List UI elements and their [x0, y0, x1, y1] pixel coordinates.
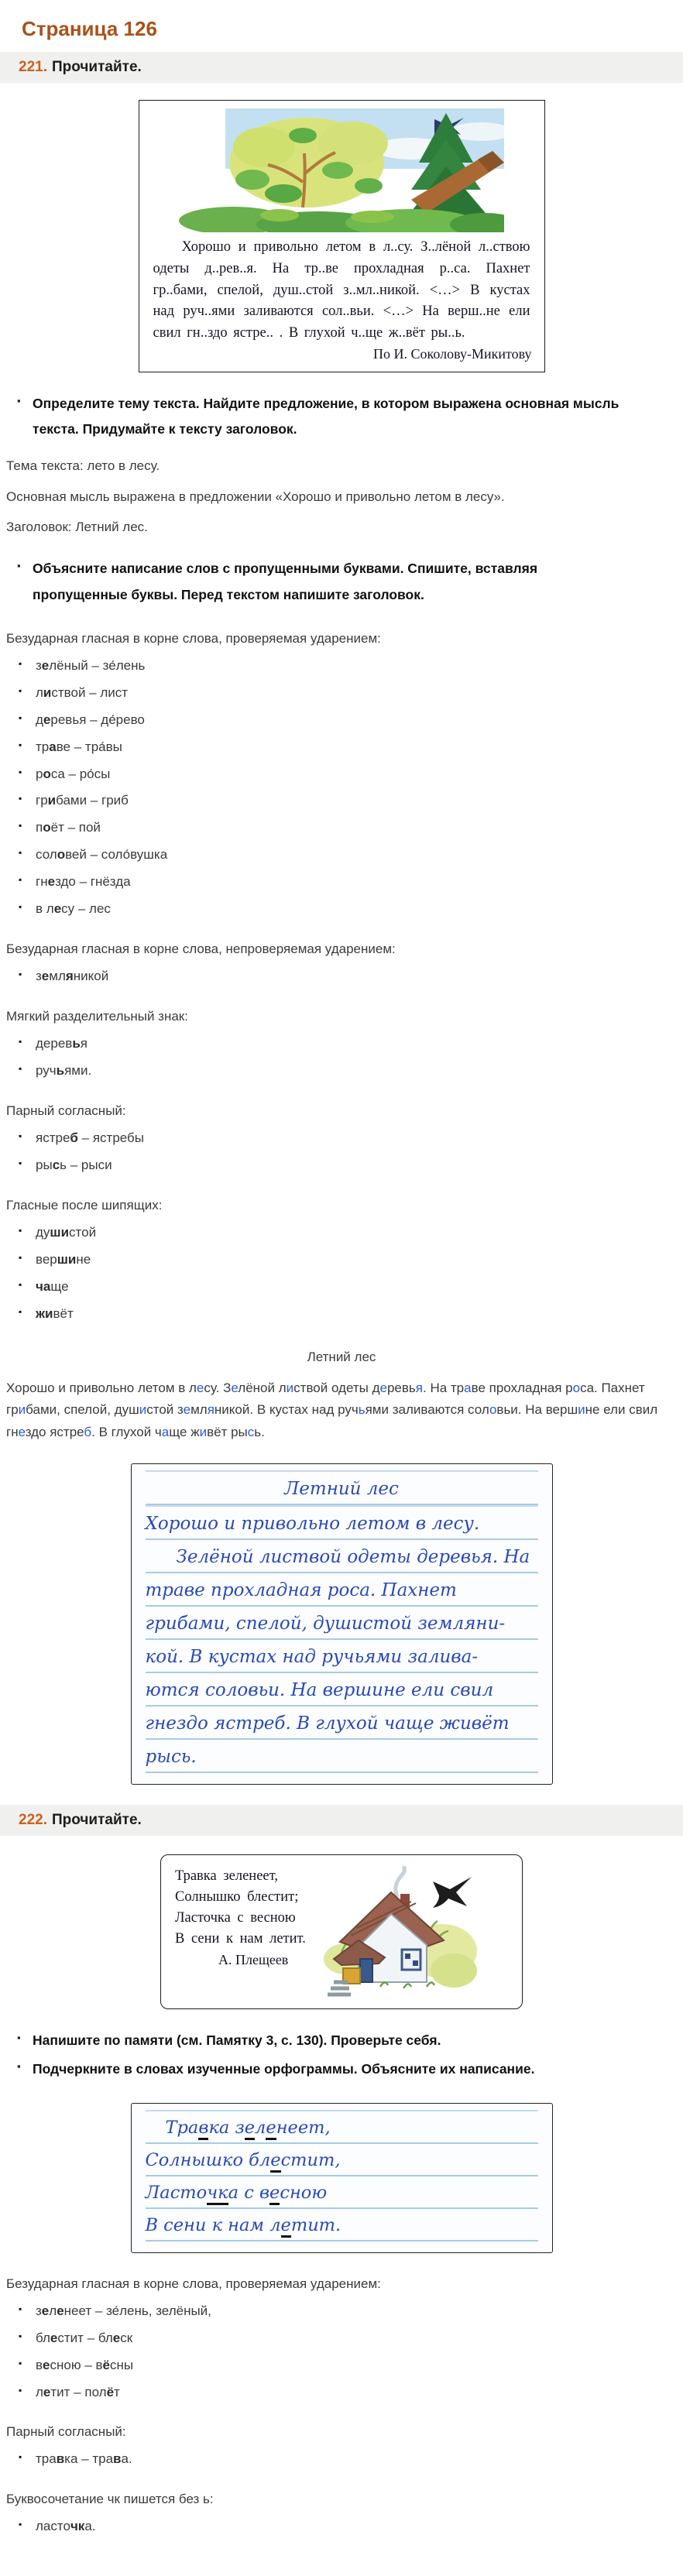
word-list-item: ▪ травка – трава. [19, 2451, 683, 2468]
exercise-header-221 [0, 52, 683, 83]
task-list-222 [17, 2028, 621, 2083]
copybook-line: гнездо ястреб. В глухой чаще живёт [146, 1706, 538, 1740]
word-list-item: ▪ земляникой [19, 968, 683, 986]
swallow-icon [433, 1877, 472, 1908]
word-list-item: ▪ соловей – соло́вушка [19, 846, 683, 864]
poem-line: Травка зеленеет, [175, 1868, 278, 1885]
poem-line: В сени к нам летит. [175, 1930, 306, 1947]
word-list-item: ▪ деревья – де́рево [19, 712, 683, 729]
poem-block [175, 1866, 306, 1968]
word-list-item: ▪ живёт [19, 1305, 683, 1323]
section-heading-proven-222: Безударная гласная в корне слова, проверяемая ударением: [6, 2276, 381, 2291]
page-title: Страница 126 [22, 17, 157, 40]
copybook-line: В сени к нам летит. [146, 2209, 538, 2242]
copybook-line: Хорошо и привольно летом в лесу. [146, 1505, 538, 1540]
exercise-number: 221. [19, 59, 47, 75]
word-list-item: ▪ роса – ро́сы [19, 766, 683, 784]
task-list-221-1 [17, 391, 621, 443]
copybook-line: кой. В кустах над ручьями залива- [146, 1640, 538, 1673]
word-list-proven [19, 657, 683, 918]
copybook-221 [131, 1463, 553, 1785]
section-heading-sibilant: Гласные после шипящих: [6, 1197, 163, 1213]
exercise-instruction: Прочитайте. [51, 1812, 142, 1829]
retell-paragraph: Хорошо и привольно летом в лесу. Зелёной листвой одеты деревья. На траве прохладная роса. Пахнет грибами, спелой, душистой земляникой. В кустах над ручьями заливаются соловьи. На вершине ели свил гнездо ястреб. В глухой чаще живёт рысь. [6, 1380, 658, 1439]
word-list-item: ▪ весною – вёсны [19, 2357, 683, 2375]
section-heading-chk: Буквосочетание чк пишется без ь: [6, 2492, 214, 2507]
book-attribution: По И. Соколову-Микитову [373, 345, 532, 362]
task-item: ▪ Подчеркните в словах изученные орфограммы. Объясните их написание. [17, 2056, 621, 2082]
answers-block [6, 456, 683, 537]
deciduous-tree [229, 118, 388, 208]
word-list-item: ▪ грибами – гриб [19, 792, 683, 810]
section-heading-proven: Безударная гласная в корне слова, проверяемая ударением: [6, 630, 381, 646]
retell-title: Летний лес [307, 1349, 376, 1364]
copybook-title: Летний лес [146, 1470, 538, 1505]
task-item: ▪ Определите тему текста. Найдите предложение, в котором выражена основная мысль текста. Придумайте к тексту заголовок. [17, 391, 621, 443]
word-list-proven-222 [19, 2303, 683, 2402]
word-list-item: ▪ чаще [19, 1278, 683, 1296]
copybook-line: Солнышко блестит, [146, 2144, 538, 2176]
task-item: ▪ Объясните написание слов с пропущенными буквами. Спишите, вставляя пропущенные буквы. Перед текстом напишите заголовок. [17, 556, 621, 608]
word-list-item: ▪ в лесу – лес [19, 900, 683, 918]
steps [328, 1982, 351, 1995]
task-list-221-2 [17, 556, 621, 608]
word-list-item: ▪ вершине [19, 1251, 683, 1269]
copybook-line: грибами, спелой, душистой земляни- [146, 1607, 538, 1640]
poem-text [175, 1866, 306, 1949]
grass [380, 1983, 434, 1989]
book-exercise-text: Хорошо и привольно летом в л..су. З..лёной л..ствою одеты д..рев..я. На тр..ве прохладная р..са. Пахнет гр..бами, спелой, душ..стой з..мл..никой. <…> В кустах над руч..ями заливаются сол..вьи. <…> На верш..не ели свил гн..здо ястре.. . В глухой ч..ще ж..вёт ры..ь. [153, 239, 530, 341]
word-list-item: ▪ рысь – рыси [19, 1157, 683, 1175]
window [402, 1950, 420, 1970]
word-list-paired [19, 1130, 683, 1175]
copybook-line: Зелёной листвой одеты деревья. На [146, 1540, 538, 1573]
word-list-item: ▪ зеленеет – зе́лень, зелёный, [19, 2303, 683, 2320]
word-list-item: ▪ блестит – блеск [19, 2330, 683, 2348]
task-item: ▪ Напишите по памяти (см. Памятку 3, с. 130). Проверьте себя. [17, 2028, 621, 2053]
word-list-paired-222 [19, 2451, 683, 2468]
section-heading-paired: Парный согласный: [6, 1103, 126, 1118]
copybook-line: траве прохладная роса. Пахнет [146, 1573, 538, 1607]
copybook-222 [131, 2103, 553, 2253]
word-list-item: ▪ ручьями. [19, 1062, 683, 1080]
exercise-instruction: Прочитайте. [51, 59, 142, 75]
forest-illustration [179, 108, 504, 232]
word-list-item: ▪ душистой [19, 1224, 683, 1242]
word-list-item: ▪ гнездо – гнёзда [19, 873, 683, 891]
section-heading-soft-sign: Мягкий разделительный знак: [6, 1009, 188, 1024]
poem-figure [160, 1854, 523, 2009]
answer-line: Основная мысль выражена в предложении «Хорошо и привольно летом в лесу». [6, 489, 505, 504]
poem-line: Солнышко блестит; [175, 1889, 299, 1905]
word-list-item: ▪ ястреб – ястребы [19, 1130, 683, 1147]
word-list-soft-sign [19, 1035, 683, 1080]
word-list-item: ▪ деревья [19, 1035, 683, 1053]
word-list-unproven [19, 968, 683, 986]
word-list-item: ▪ поёт – пой [19, 819, 683, 837]
exercise-number: 222. [19, 1812, 47, 1829]
answer-line: Заголовок: Летний лес. [6, 519, 148, 534]
poem-line: Ласточка с весною [175, 1909, 296, 1926]
exercise-header-222 [0, 1805, 683, 1836]
word-list-sibilant [19, 1224, 683, 1323]
house-illustration [311, 1866, 477, 1999]
smoke [396, 1866, 405, 1897]
word-list-item: ▪ ласточка. [19, 2518, 683, 2536]
word-list-chk [19, 2518, 683, 2536]
door [360, 1959, 372, 1982]
word-list-item: ▪ летит – полёт [19, 2384, 683, 2402]
copybook-line: рысь. [146, 1740, 538, 1773]
section-heading-paired-222: Парный согласный: [6, 2424, 126, 2440]
poem-attribution: А. Плещеев [218, 1952, 289, 1968]
copybook-line: Ласточка с весною [146, 2176, 538, 2209]
book-figure-forest [139, 100, 545, 372]
word-list-item: ▪ зелёный – зе́лень [19, 657, 683, 675]
copybook-line: ются соловьи. На вершине ели свил [146, 1673, 538, 1706]
copybook-line: Травка зеленеет, [146, 2110, 538, 2144]
answer-line: Тема текста: лето в лесу. [6, 458, 160, 474]
word-list-item: ▪ листвой – лист [19, 684, 683, 702]
word-list-item: ▪ траве – тра́вы [19, 739, 683, 756]
section-heading-unproven: Безударная гласная в корне слова, непроверяемая ударением: [6, 942, 396, 957]
house [328, 1892, 444, 1995]
